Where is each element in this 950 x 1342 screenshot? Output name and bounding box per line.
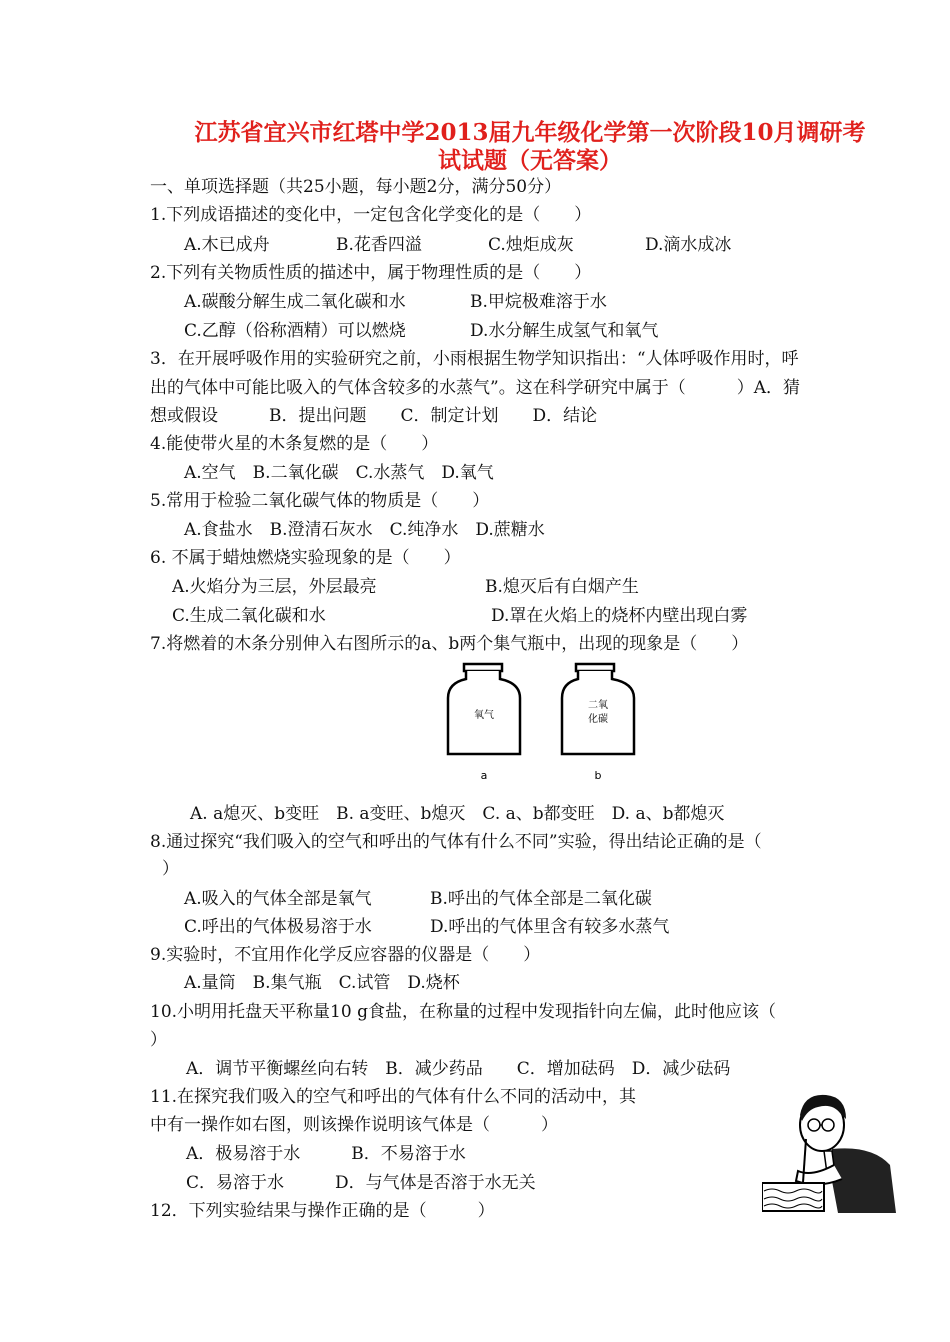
q6-stem: 6. 不属于蜡烛燃烧实验现象的是（ ）: [150, 548, 461, 568]
jar-a-gas-label: 氧气: [474, 710, 494, 721]
q1-option-d: D.滴水成冰: [645, 235, 732, 255]
q1-stem: 1.下列成语描述的变化中，一定包含化学变化的是（ ）: [150, 205, 592, 225]
q8-option-d: D.呼出的气体里含有较多水蒸气: [430, 917, 670, 937]
q1-option-b: B.花香四溢: [336, 235, 422, 255]
q3-line3: 想或假设 B．提出问题 C．制定计划 D．结论: [150, 406, 598, 426]
q11-line2: 中有一操作如右图，则该操作说明该气体是（ ）: [150, 1115, 558, 1135]
q6-option-a: A.火焰分为三层，外层最亮: [172, 577, 377, 597]
q6-option-b: B.熄灭后有白烟产生: [485, 577, 639, 597]
q8-option-a: A.吸入的气体全部是氧气: [184, 889, 372, 909]
q2-option-a: A.碳酸分解生成二氧化碳和水: [184, 292, 406, 312]
q2-option-b: B.甲烷极难溶于水: [470, 292, 607, 312]
q1-option-c: C.烛炬成灰: [488, 235, 574, 255]
q10-line2: ）: [150, 1030, 167, 1050]
jar-a-label: a: [480, 769, 488, 782]
gas-jar-a: [448, 664, 520, 754]
q4-options: A.空气 B.二氧化碳 C.水蒸气 D.氧气: [184, 463, 494, 483]
q11-options-ab: A．极易溶于水 B．不易溶于水: [186, 1144, 466, 1164]
q2-option-c: C.乙醇（俗称酒精）可以燃烧: [184, 321, 406, 341]
person-blowing-into-water-figure: [762, 1085, 902, 1215]
q11-options-cd: C．易溶于水 D．与气体是否溶于水无关: [186, 1173, 536, 1193]
q1-option-a: A.木已成舟: [184, 235, 270, 255]
exam-title-line2: 试试题（无答案）: [438, 147, 622, 174]
q7-options: A. a熄灭、b变旺 B. a变旺、b熄灭 C. a、b都变旺 D. a、b都熄灭: [190, 804, 725, 824]
jar-b-gas-label-line2: 化碳: [588, 714, 608, 725]
q6-option-c: C.生成二氧化碳和水: [172, 606, 326, 626]
q2-option-d: D.水分解生成氢气和氧气: [470, 321, 659, 341]
q9-options: A.量筒 B.集气瓶 C.试管 D.烧杯: [184, 973, 460, 993]
q7-stem: 7.将燃着的木条分别伸入右图所示的a、b两个集气瓶中，出现的现象是（ ）: [150, 634, 749, 654]
q5-options: A.食盐水 B.澄清石灰水 C.纯净水 D.蔗糖水: [184, 520, 545, 540]
q4-stem: 4.能使带火星的木条复燃的是（ ）: [150, 434, 439, 454]
q5-stem: 5.常用于检验二氧化碳气体的物质是（ ）: [150, 491, 490, 511]
q8-line1: 8.通过探究“我们吸入的空气和呼出的气体有什么不同”实验，得出结论正确的是（: [150, 832, 762, 852]
section-heading: 一、单项选择题（共25小题，每小题2分，满分50分）: [150, 177, 562, 197]
gas-jars-figure: [440, 662, 640, 792]
q3-line2: 出的气体中可能比吸入的气体含较多的水蒸气”。这在科学研究中属于（ ）A．猜: [150, 378, 800, 398]
q8-line2: ）: [162, 859, 179, 879]
q8-option-c: C.呼出的气体极易溶于水: [184, 917, 372, 937]
jar-b-gas-label-line1: 二氧: [588, 700, 608, 711]
q10-line1: 10.小明用托盘天平称量10 g食盐，在称量的过程中发现指针向左偏，此时他应该（: [150, 1002, 776, 1022]
exam-title-line1: 江苏省宜兴市红塔中学2013届九年级化学第一次阶段10月调研考: [194, 119, 866, 146]
q9-stem: 9.实验时，不宜用作化学反应容器的仪器是（ ）: [150, 945, 541, 965]
jar-b-label: b: [594, 769, 602, 782]
q2-stem: 2.下列有关物质性质的描述中，属于物理性质的是（ ）: [150, 263, 592, 283]
q8-option-b: B.呼出的气体全部是二氧化碳: [430, 889, 652, 909]
q3-line1: 3．在开展呼吸作用的实验研究之前，小雨根据生物学知识指出：“人体呼吸作用时，呼: [150, 349, 799, 369]
q11-line1: 11.在探究我们吸入的空气和呼出的气体有什么不同的活动中，其: [150, 1087, 637, 1107]
q10-options: A．调节平衡螺丝向右转 B．减少药品 C．增加砝码 D．减少砝码: [186, 1059, 731, 1079]
q12-stem: 12．下列实验结果与操作正确的是（ ）: [150, 1201, 495, 1221]
q6-option-d: D.罩在火焰上的烧杯内壁出现白雾: [491, 606, 748, 626]
